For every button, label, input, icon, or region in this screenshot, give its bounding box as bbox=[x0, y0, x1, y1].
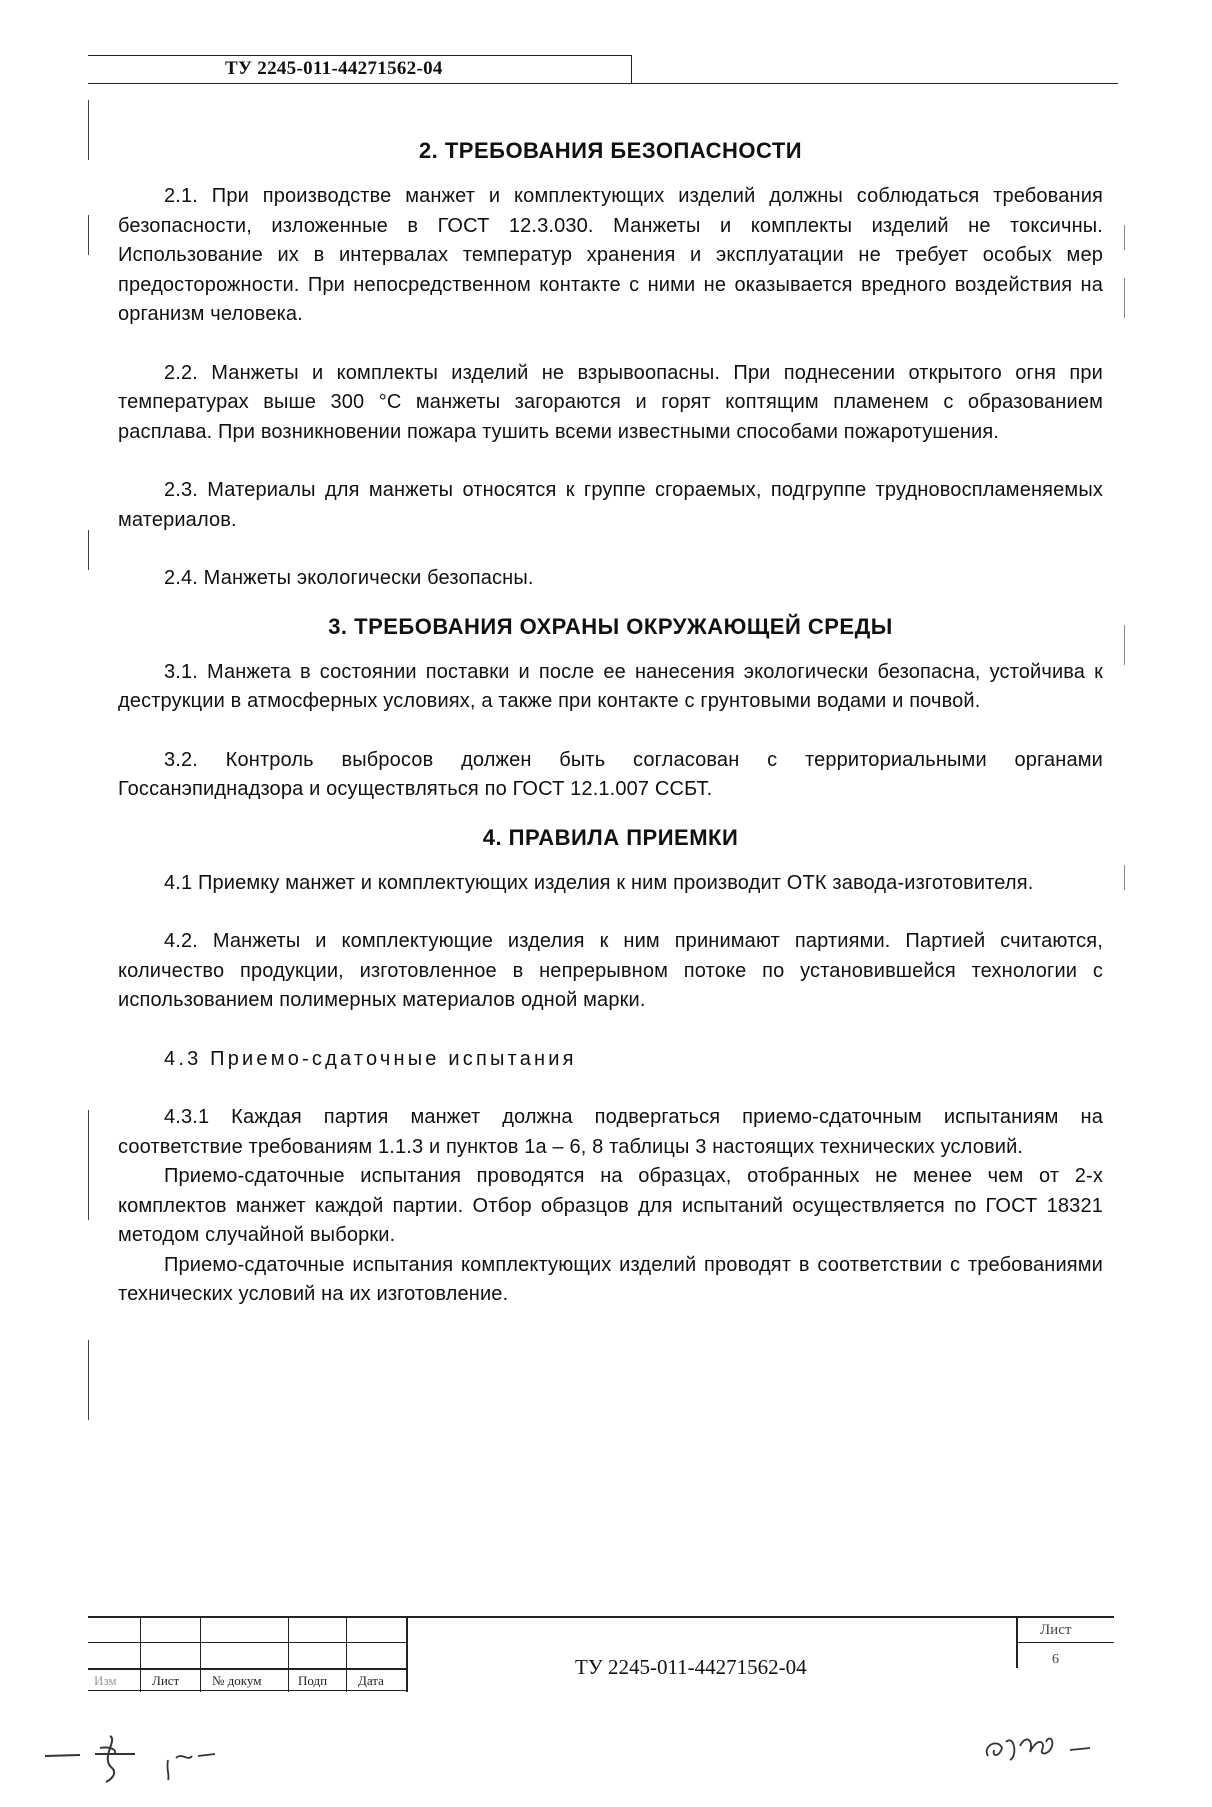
sheet-label: Лист bbox=[1040, 1622, 1072, 1638]
paragraph: 2.4. Манжеты экологически безопасны. bbox=[164, 567, 534, 589]
paragraph: 4.3.1 Каждая партия манжет должна подвергаться приемо-сдаточным испытаниям на соответствие требованиям 1.1.3 и пунктов 1а – 6, 8 таблицы 3 настоящих технических условий. bbox=[118, 1106, 1103, 1158]
frame-mark bbox=[88, 1340, 89, 1420]
col-label-date: Дата bbox=[358, 1673, 384, 1688]
paragraph: 2.1. При производстве манжет и комплектующих изделий должны соблюдаться требования безопасности, изложенные в ГОСТ 12.3.030. Манжеты и комплекты изделий не токсичны. Использование их в интервалах температур хранения и эксплуатации не требует особых мер предосторожности. При непосредственном контакте с ними не оказывается вредного воздействия на организм человека. bbox=[118, 185, 1103, 325]
header-rule bbox=[88, 83, 1118, 84]
col-label-izm: Изм bbox=[94, 1673, 117, 1688]
paragraph: 4.2. Манжеты и комплектующие изделия к ним принимают партиями. Партией считаются, количество продукции, изготовленное в непрерывном потоке по установившейся технологии с использованием полимерных материалов одной марки. bbox=[118, 930, 1103, 1011]
paragraph: 3.2. Контроль выбросов должен быть согласован с территориальными органами Госсанэпиднадзора и осуществляться по ГОСТ 12.1.007 ССБТ. bbox=[118, 748, 1103, 800]
frame-mark bbox=[88, 215, 89, 255]
title-block-doc-code: ТУ 2245-011-44271562-04 bbox=[575, 1655, 807, 1679]
col-label-doc: № докум bbox=[212, 1673, 262, 1688]
section-title: 4. ПРАВИЛА ПРИЕМКИ bbox=[482, 824, 739, 850]
paragraph: 2.2. Манжеты и комплекты изделий не взрывоопасны. При поднесении открытого огня при температурах выше 300 °С манжеты загораются и горят коптящим пламенем с образованием расплава. При возникновении пожара тушить всеми известными способами пожаротушения. bbox=[118, 361, 1103, 443]
paragraph: 3.1. Манжета в состоянии поставки и после ее нанесения экологически безопасна, устойчива к деструкции в атмосферных условиях, а также при контакте с грунтовыми водами и почвой. bbox=[118, 660, 1103, 712]
section-title: 3. ТРЕБОВАНИЯ ОХРАНЫ ОКРУЖАЮЩЕЙ СРЕДЫ bbox=[328, 613, 893, 639]
signature-left bbox=[40, 1718, 240, 1788]
frame-mark bbox=[88, 530, 89, 570]
signature-right bbox=[980, 1716, 1100, 1776]
document-body bbox=[118, 120, 1103, 1310]
header-doc-code: ТУ 2245-011-44271562-04 bbox=[225, 58, 443, 79]
paragraph: Приемо-сдаточные испытания комплектующих изделий проводят в соответствии с требованиями технических условий на их изготовление. bbox=[118, 1253, 1103, 1305]
frame-mark bbox=[88, 1110, 89, 1220]
frame-mark bbox=[1124, 225, 1125, 250]
frame-mark bbox=[88, 100, 89, 160]
sheet-number: 6 bbox=[1052, 1652, 1059, 1667]
frame-mark bbox=[1124, 278, 1125, 318]
col-label-sign: Подп bbox=[298, 1673, 328, 1688]
paragraph: 2.3. Материалы для манжеты относятся к группе сгораемых, подгруппе трудновоспламеняемых материалов. bbox=[118, 479, 1103, 531]
frame-mark bbox=[1124, 865, 1125, 890]
paragraph: Приемо-сдаточные испытания проводятся на образцах, отобранных не менее чем от 2-х комплектов манжет каждой партии. Отбор образцов для испытаний осуществляется по ГОСТ 18321 методом случайной выборки. bbox=[118, 1165, 1103, 1246]
subsection-title: 4.3 Приемо-сдаточные испытания bbox=[164, 1047, 577, 1070]
section-title: 2. ТРЕБОВАНИЯ БЕЗОПАСНОСТИ bbox=[418, 138, 803, 163]
col-label-list: Лист bbox=[152, 1673, 180, 1688]
frame-mark bbox=[1124, 625, 1125, 665]
paragraph: 4.1 Приемку манжет и комплектующих изделия к ним производит ОТК завода-изготовителя. bbox=[164, 871, 1034, 894]
